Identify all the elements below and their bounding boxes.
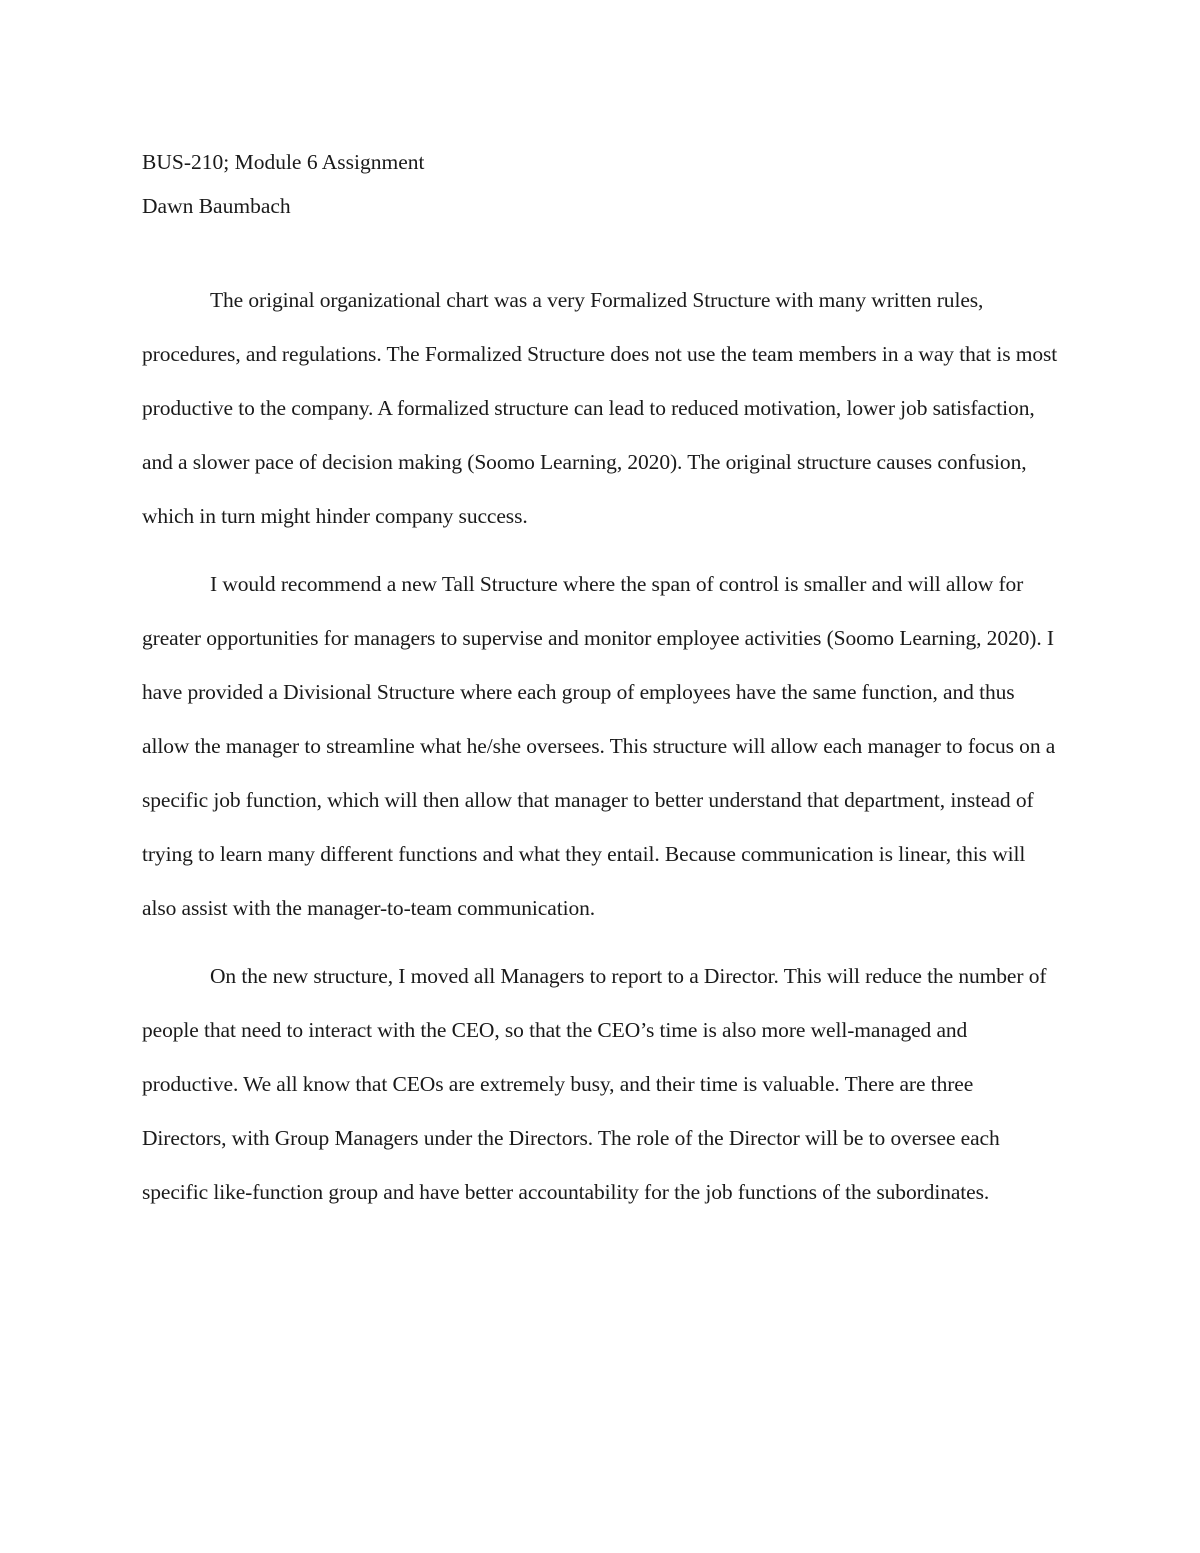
paragraph-recommendation: I would recommend a new Tall Structure where the span of control is smaller and will allow for greater opportunities for managers to supervise and monitor employee activities (Soomo Learning, 2020). I have provided a Divisional Structure where each group of employees have the same function, and thus allow the manager to streamline what he/she oversees. This structure will allow each manager to focus on a specific job function, which will then allow that manager to better understand that department, instead of trying to learn many different functions and what they entail. Because communication is linear, this will also assist with the manager-to-team communication. <box>142 572 1056 920</box>
course-heading: BUS-210; Module 6 Assignment <box>142 150 425 174</box>
author-name: Dawn Baumbach <box>142 194 291 218</box>
paragraph-original-structure: The original organizational chart was a very Formalized Structure with many written rules, procedures, and regulations. The Formalized Structure does not use the team members in a way that is most productive to the company. A formalized structure can lead to reduced motivation, lower job satisfaction, and a slower pace of decision making (Soomo Learning, 2020). The original structure causes confusion, which in turn might hinder company success. <box>142 288 1058 528</box>
paragraph-new-structure: On the new structure, I moved all Managers to report to a Director. This will reduce the number of people that need to interact with the CEO, so that the CEO’s time is also more well-managed and productive. We all know that CEOs are extremely busy, and their time is valuable. There are three Directors, with Group Managers under the Directors. The role of the Director will be to oversee each specific like-function group and have better accountability for the job functions of the subordinates. <box>142 964 1047 1204</box>
header-spacer <box>142 228 1060 273</box>
